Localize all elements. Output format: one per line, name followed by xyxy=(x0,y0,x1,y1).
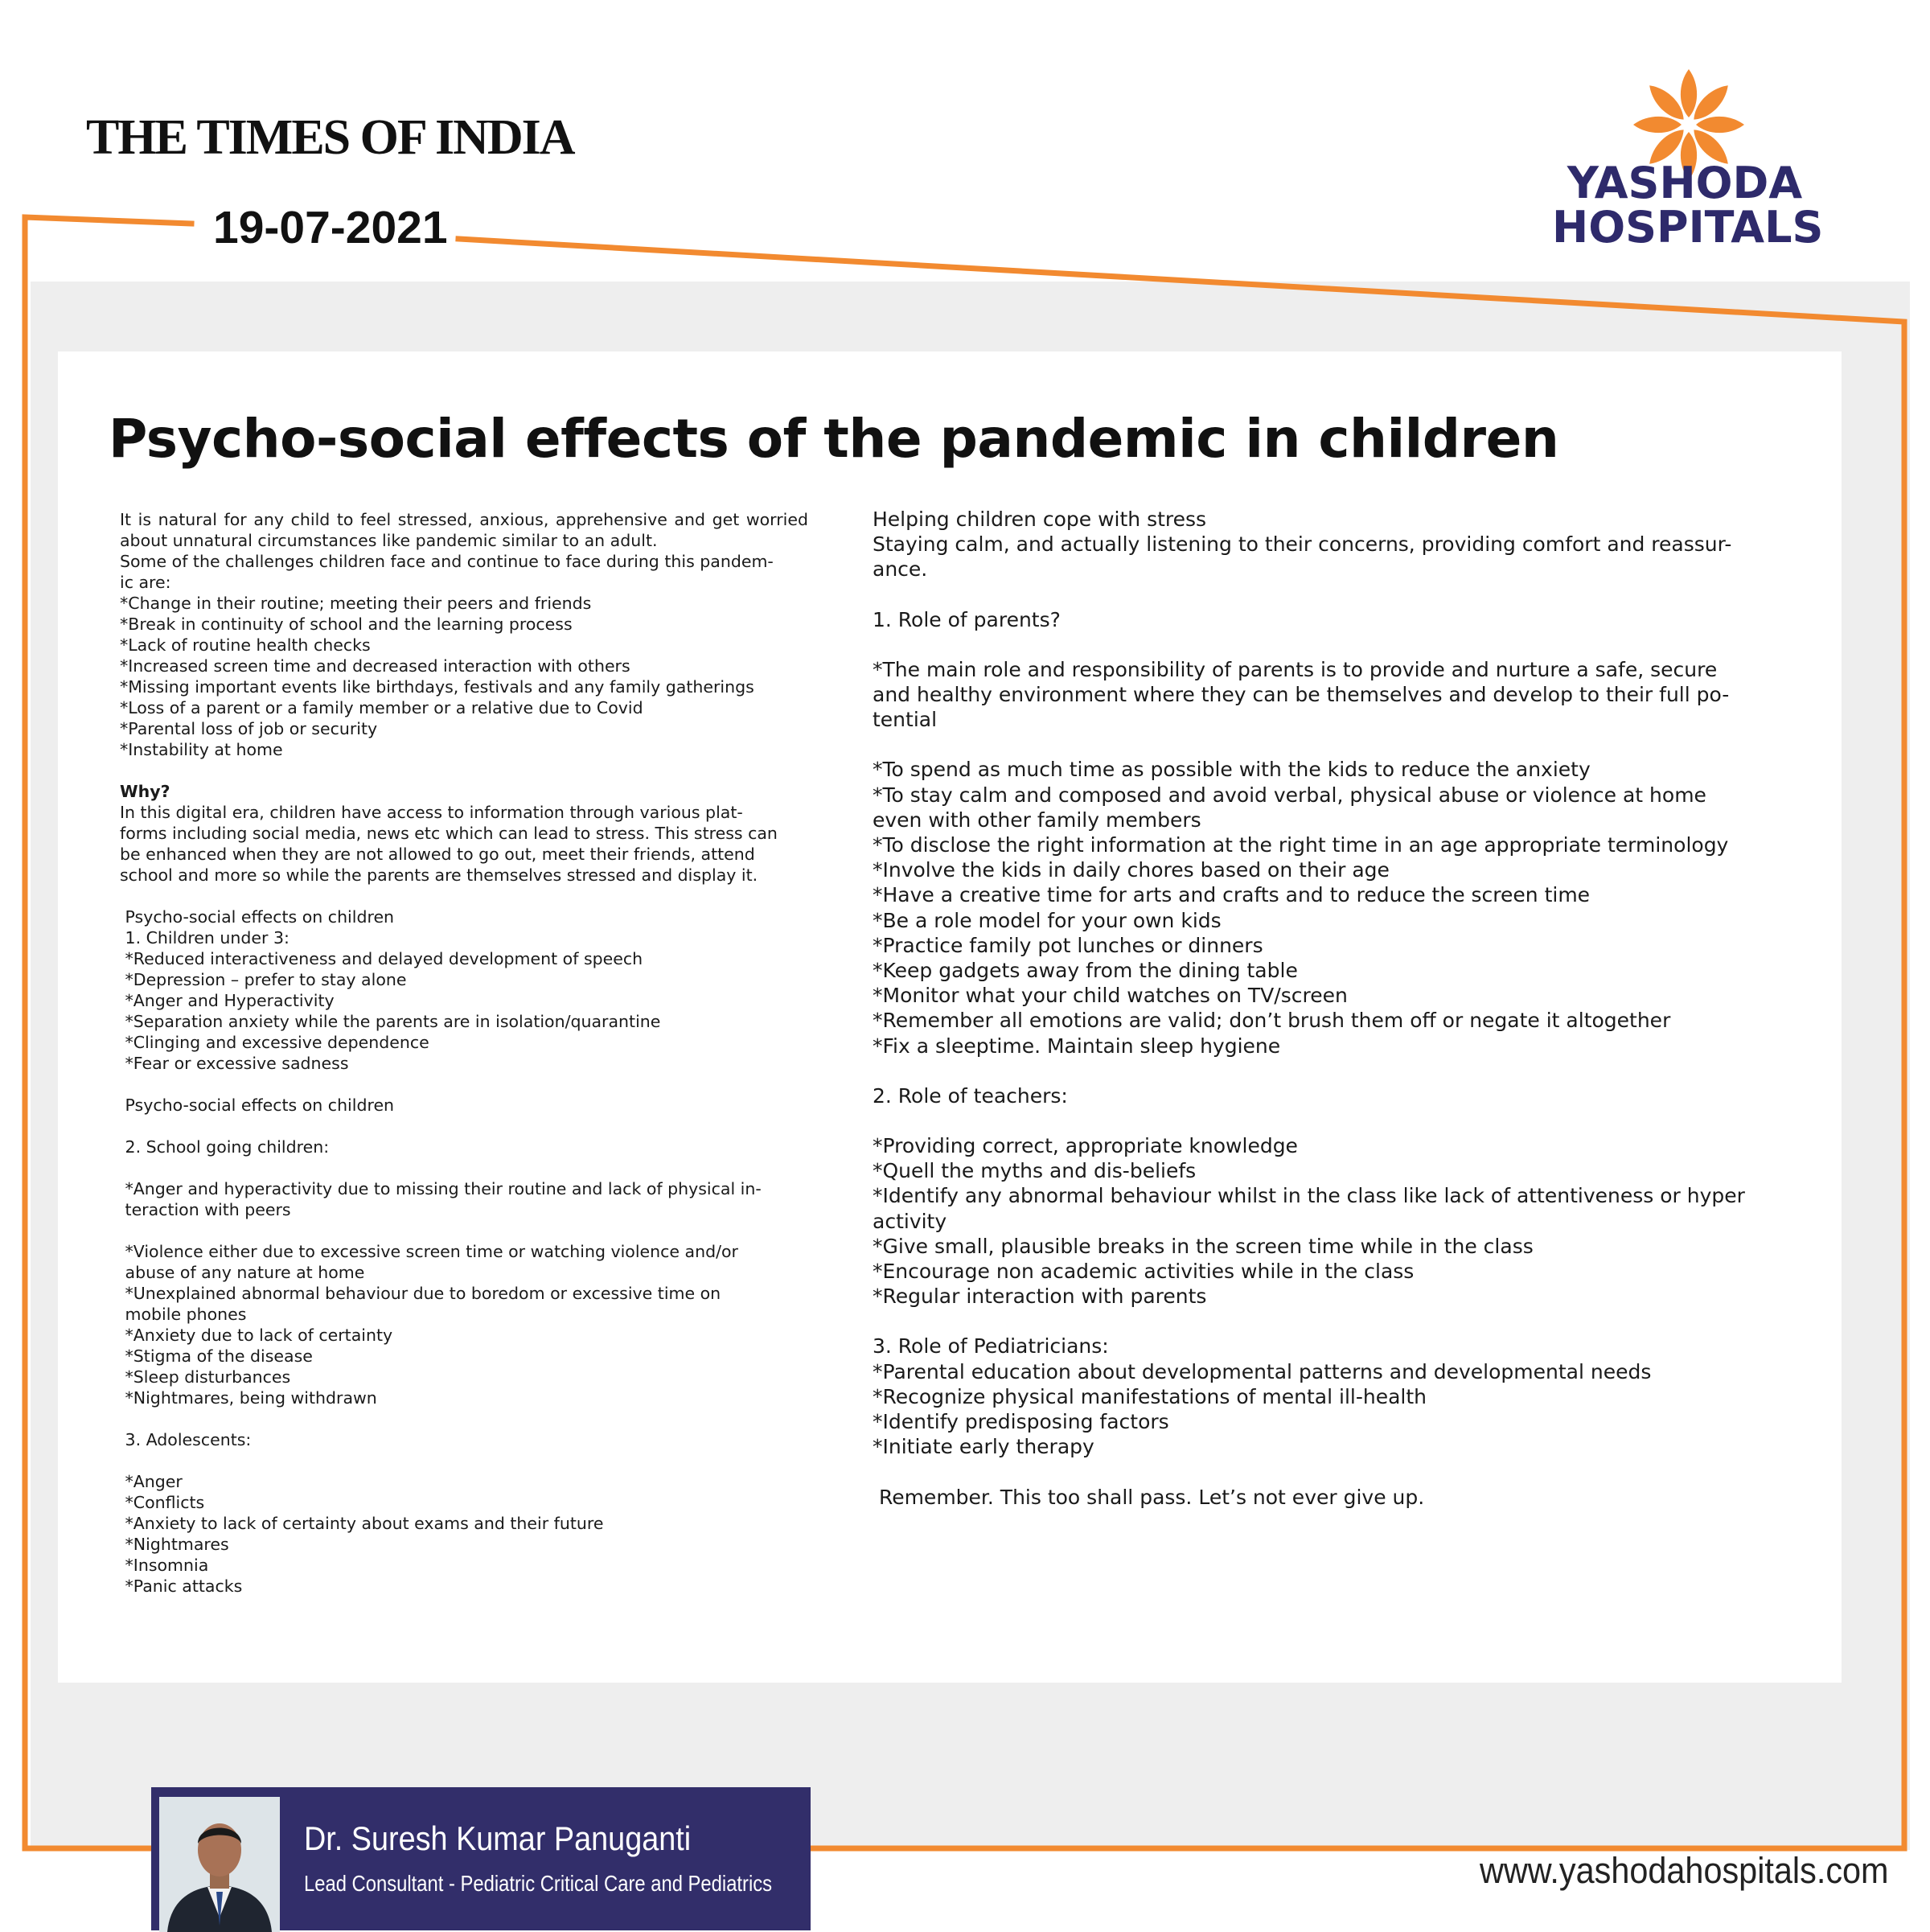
why-heading: Why? xyxy=(120,782,170,801)
list-item: *Panic attacks xyxy=(120,1576,243,1596)
author-photo xyxy=(159,1797,280,1932)
list-item: *Change in their routine; meeting their peers and friends xyxy=(120,594,592,613)
list-item: *Depression – prefer to stay alone xyxy=(120,970,407,989)
list-item: *Missing important events like birthdays, festivals and any family gatherings xyxy=(120,677,754,697)
section-heading: 1. Children under 3: xyxy=(120,928,290,948)
list-item: *Providing correct, appropriate knowledge xyxy=(873,1134,1298,1158)
text-line: tential xyxy=(873,708,938,732)
article-left-column xyxy=(120,509,808,1597)
section-heading: 2. School going children: xyxy=(120,1137,330,1157)
list-item: *Recognize physical manifestations of mental ill-health xyxy=(873,1384,1427,1408)
brand-line-2: HOSPITALS xyxy=(1552,202,1824,253)
list-item: *Initiate early therapy xyxy=(873,1435,1094,1459)
list-item: *Practice family pot lunches or dinners xyxy=(873,933,1263,957)
list-item: *Nightmares, being withdrawn xyxy=(120,1388,377,1408)
list-item: *Anger and Hyperactivity xyxy=(120,991,335,1010)
list-item: *Instability at home xyxy=(120,740,283,759)
text-line: be enhanced when they are not allowed to go out, meet their friends, attend xyxy=(120,845,755,864)
list-item: *Quell the myths and dis-beliefs xyxy=(873,1159,1197,1183)
brand-line-1: YASHODA xyxy=(1567,158,1803,208)
list-item: *Sleep disturbances xyxy=(120,1367,291,1387)
text-line: about unnatural circumstances like pandemic similar to an adult. xyxy=(120,531,658,550)
section-heading: 3. Adolescents: xyxy=(120,1430,252,1449)
website-url[interactable]: www.yashodahospitals.com xyxy=(1480,1850,1889,1891)
list-item: *Monitor what your child watches on TV/screen xyxy=(873,984,1348,1008)
article-title: Psycho-social effects of the pandemic in children xyxy=(109,408,1559,470)
list-item: *Lack of routine health checks xyxy=(120,635,371,655)
list-item: *Identify predisposing factors xyxy=(873,1410,1169,1434)
author-bar xyxy=(151,1787,811,1930)
text-line: teraction with peers xyxy=(120,1200,291,1219)
text-line: Staying calm, and actually listening to their concerns, providing comfort and reassur- xyxy=(873,532,1732,557)
list-item: *Regular interaction with parents xyxy=(873,1285,1207,1309)
list-item: *Involve the kids in daily chores based on their age xyxy=(873,858,1390,882)
section-heading: Psycho-social effects on children xyxy=(120,907,395,927)
intro-paragraph xyxy=(120,509,808,551)
text-line: *Anger and hyperactivity due to missing their routine and lack of physical in- xyxy=(120,1179,762,1198)
list-item: *Parental loss of job or security xyxy=(120,719,378,738)
challenges-list xyxy=(120,593,808,760)
list-item: *Give small, plausible breaks in the screen time while in the class xyxy=(873,1234,1534,1258)
list-item: *Nightmares xyxy=(120,1535,229,1554)
list-item: *Be a role model for your own kids xyxy=(873,908,1222,932)
author-name: Dr. Suresh Kumar Panuganti xyxy=(304,1819,692,1857)
list-item: *To spend as much time as possible with the kids to reduce the anxiety xyxy=(873,758,1591,782)
list-item: *Remember all emotions are valid; don’t brush them off or negate it altogether xyxy=(873,1009,1671,1033)
text-line: ance. xyxy=(873,557,928,582)
publication-date: 19-07-2021 xyxy=(213,202,448,253)
list-item: *Clinging and excessive dependence xyxy=(120,1033,429,1052)
closing-line: Remember. This too shall pass. Let’s not ever give up. xyxy=(873,1485,1425,1509)
list-item: *Encourage non academic activities while in the class xyxy=(873,1260,1415,1284)
list-item: *Loss of a parent or a family member or a relative due to Covid xyxy=(120,698,643,717)
list-item: *Fear or excessive sadness xyxy=(120,1054,349,1073)
list-item: *Keep gadgets away from the dining table xyxy=(873,959,1298,983)
list-item: *Conflicts xyxy=(120,1493,205,1512)
list-item: *Anxiety due to lack of certainty xyxy=(120,1326,393,1345)
list-item: *Anger xyxy=(120,1472,183,1491)
list-item: *Fix a sleeptime. Maintain sleep hygiene xyxy=(873,1034,1281,1058)
list-item: *Have a creative time for arts and crafts and to reduce the screen time xyxy=(873,883,1591,907)
text-line: *Unexplained abnormal behaviour due to boredom or excessive time on xyxy=(120,1284,721,1303)
text-line: forms including social media, news etc which can lead to stress. This stress can xyxy=(120,824,778,843)
list-item: *Increased screen time and decreased interaction with others xyxy=(120,656,630,676)
list-item: even with other family members xyxy=(873,808,1201,832)
list-item: *Identify any abnormal behaviour whilst in the class like lack of attentiveness or hyper xyxy=(873,1184,1745,1208)
list-item: *To disclose the right information at the right time in an age appropriate terminology xyxy=(873,833,1729,857)
text-line: mobile phones xyxy=(120,1305,247,1324)
text-line: and healthy environment where they can be themselves and develop to their full po- xyxy=(873,683,1730,707)
text-line: In this digital era, children have access to information through various plat- xyxy=(120,803,743,822)
doctor-portrait-icon xyxy=(159,1797,280,1932)
section-heading: 2. Role of teachers: xyxy=(873,1083,1068,1108)
text-line: *The main role and responsibility of parents is to provide and nurture a safe, secure xyxy=(873,657,1718,681)
section-heading: Psycho-social effects on children xyxy=(120,1095,395,1115)
list-item: *To stay calm and composed and avoid verbal, physical abuse or violence at home xyxy=(873,783,1706,807)
section-heading: Helping children cope with stress xyxy=(873,508,1207,531)
article-right-column xyxy=(873,507,1765,1510)
text-line: It is natural for any child to feel stressed, anxious, apprehensive and get worried xyxy=(120,510,808,529)
brand-wordmark xyxy=(1552,158,1824,253)
text-line: ic are: xyxy=(120,573,171,592)
list-item: *Separation anxiety while the parents are in isolation/quarantine xyxy=(120,1012,661,1031)
section-heading: 3. Role of Pediatricians: xyxy=(873,1334,1109,1359)
text-line: abuse of any nature at home xyxy=(120,1263,365,1282)
list-item: *Stigma of the disease xyxy=(120,1346,313,1366)
section-heading: 1. Role of parents? xyxy=(873,607,1061,631)
list-item: *Parental education about developmental patterns and developmental needs xyxy=(873,1359,1652,1383)
text-line: school and more so while the parents are themselves stressed and display it. xyxy=(120,865,758,885)
list-item: *Reduced interactiveness and delayed development of speech xyxy=(120,949,643,968)
list-item: *Break in continuity of school and the learning process xyxy=(120,615,573,634)
list-item: *Insomnia xyxy=(120,1556,209,1575)
list-item: *Anxiety to lack of certainty about exams and their future xyxy=(120,1514,604,1533)
list-item: activity xyxy=(873,1209,947,1233)
text-line: *Violence either due to excessive screen time or watching violence and/or xyxy=(120,1242,738,1261)
text-line: Some of the challenges children face and continue to face during this pandem- xyxy=(120,552,774,571)
author-role: Lead Consultant - Pediatric Critical Care and Pediatrics xyxy=(304,1871,773,1896)
publication-masthead: THE TIMES OF INDIA xyxy=(86,110,574,165)
